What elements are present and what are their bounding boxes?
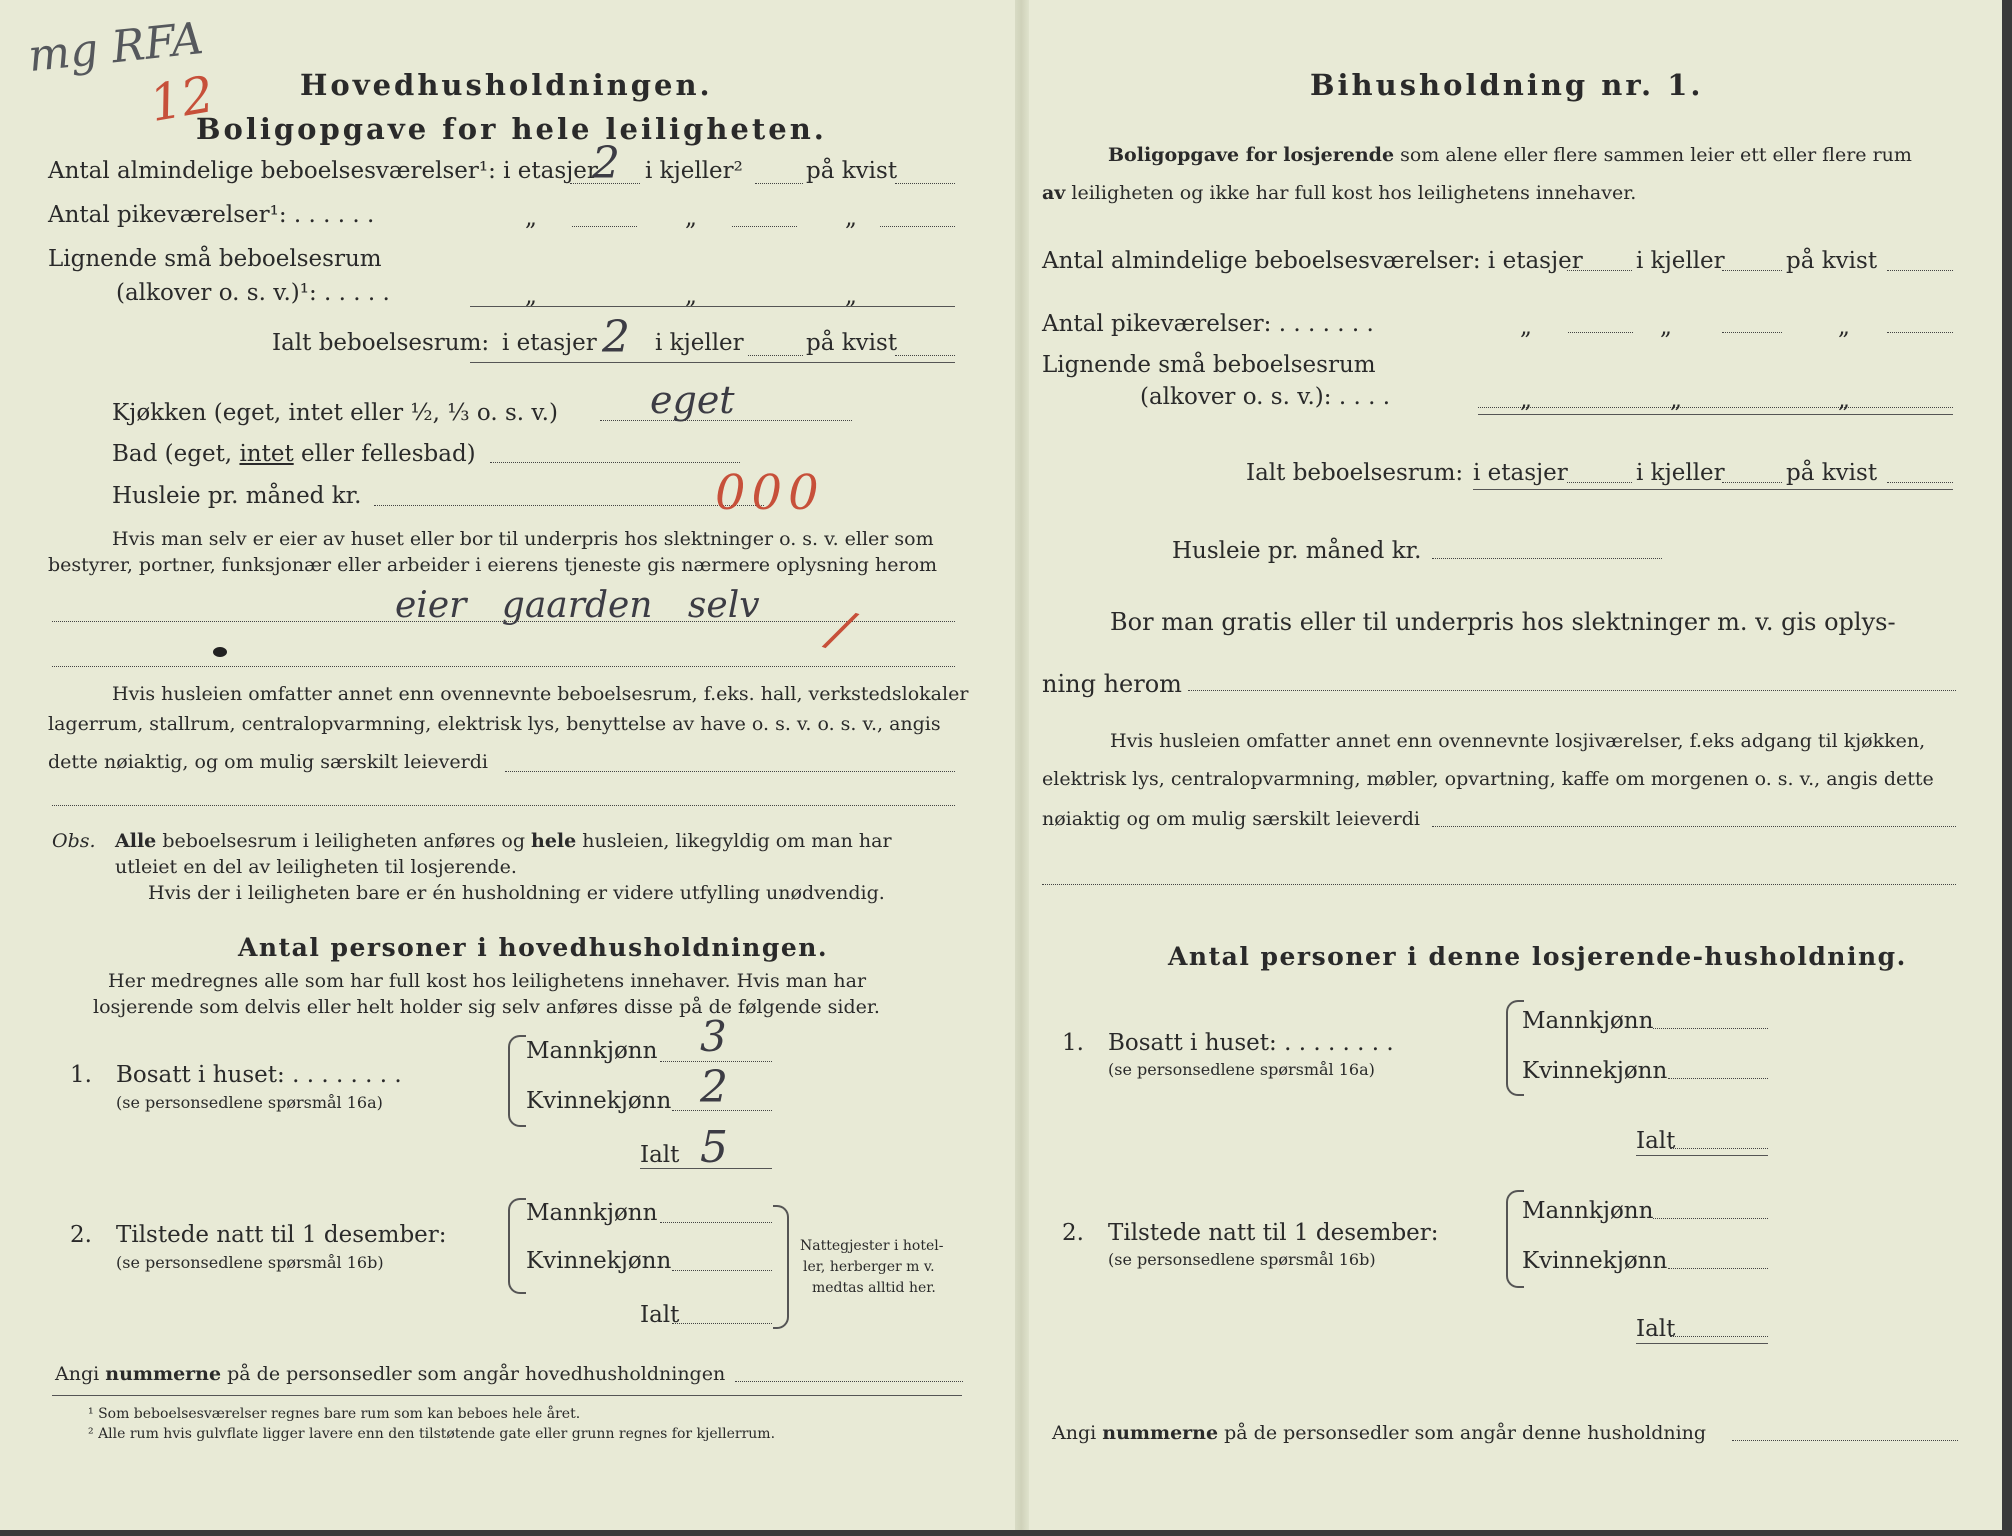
right-ialt-etasjer-line	[1567, 482, 1632, 483]
right-q2-mann-label: Mannkjønn	[1522, 1198, 1654, 1224]
right-ialt-kjeller-line	[1722, 482, 1782, 483]
left-rent-line-2	[52, 805, 955, 806]
left-ialt-kjeller: i kjeller	[655, 330, 744, 356]
left-husleie-value[interactable]: 000	[715, 465, 825, 521]
left-q1-sub: (se personsedlene spørsmål 16a)	[116, 1093, 383, 1112]
right-row1-kvist-line	[1887, 270, 1953, 271]
left-kjokken-value[interactable]: eget	[650, 378, 735, 422]
scan-edge-right	[2002, 0, 2012, 1536]
left-rent-note-a: Hvis husleien omfatter annet enn ovennevnte beboelsesrum, f.eks. hall, verkstedslokaler	[112, 683, 969, 705]
right-q1-ialt-label: Ialt	[1636, 1128, 1676, 1154]
left-row1-kjeller-line	[755, 183, 803, 184]
right-rent-note-b: elektrisk lys, centralopvarmning, møbler, opvartning, kaffe om morgenen o. s. v., angis dette	[1042, 768, 1934, 790]
page-fold	[1015, 0, 1029, 1536]
ditto-mark: „	[1520, 387, 1532, 413]
ditto-mark: „	[1520, 314, 1532, 340]
left-title: Hovedhusholdningen.	[300, 68, 713, 102]
right-rent-note-c: nøiaktig og om mulig særskilt leieverdi	[1042, 808, 1420, 830]
left-q2-ialt-label: Ialt	[640, 1302, 680, 1328]
ditto-mark: „	[685, 205, 697, 231]
right-intro-b: av leiligheten og ikke har full kost hos leilighetens innehaver.	[1042, 182, 1637, 204]
right-husleie-label: Husleie pr. måned kr.	[1172, 538, 1422, 564]
left-kjokken-label: Kjøkken (eget, intet eller ½, ⅓ o. s. v.)	[112, 400, 558, 426]
left-q2-kvinne-line	[672, 1270, 772, 1271]
right-row2-line-1	[1568, 332, 1633, 333]
left-owner-line-1	[52, 621, 955, 622]
left-q1-ialt-value[interactable]: 5	[700, 1122, 728, 1173]
left-ialt-kvist: på kvist	[806, 330, 898, 356]
right-ialt-underline	[1473, 489, 1953, 490]
left-row2-line-3	[880, 226, 955, 227]
left-row2-line-2	[732, 226, 797, 227]
left-ialt-kjeller-line	[748, 355, 803, 356]
right-rent-note-a: Hvis husleien omfatter annet enn ovennevnte losjiværelser, f.eks adgang til kjøkken,	[1110, 730, 1926, 752]
left-owner-note-a: Hvis man selv er eier av huset eller bor til underpris hos slektninger o. s. v. eller som	[112, 528, 934, 550]
right-rent-line-1	[1432, 826, 1956, 827]
obs-line-a: Alle beboelsesrum i leiligheten anføres og hele husleien, likegyldig om man har	[115, 830, 892, 852]
right-q2-kvinne-label: Kvinnekjønn	[1522, 1248, 1668, 1274]
left-row1-label: Antal almindelige beboelsesværelser¹: i etasjer	[48, 158, 598, 184]
left-q1-number: 1.	[70, 1062, 92, 1088]
right-ialt-kjeller: i kjeller	[1636, 460, 1725, 486]
left-footnote-rule	[52, 1395, 962, 1396]
right-ialt-etasjer: i etasjer	[1473, 460, 1568, 486]
nattegjester-c: medtas alltid her.	[812, 1280, 936, 1296]
left-row3-label-a: Lignende små beboelsesrum	[48, 246, 382, 272]
right-q2-kvinne-line	[1668, 1268, 1768, 1269]
right-title: Bihusholdning nr. 1.	[1310, 68, 1704, 102]
right-angi-line	[1732, 1440, 1958, 1441]
left-ialt-etasjer: i etasjer	[502, 330, 597, 356]
ditto-mark: „	[1838, 387, 1850, 413]
right-q2-label: Tilstede natt til 1 desember:	[1108, 1220, 1439, 1246]
left-q2-mann-label: Mannkjønn	[526, 1200, 658, 1226]
right-intro-a: Boligopgave for losjerende som alene eller flere sammen leier ett eller flere rum	[1108, 144, 1912, 166]
right-gratis-line	[1188, 690, 1956, 691]
left-persons-note-b: losjerende som delvis eller helt holder sig selv anføres disse på de følgende sider.	[93, 996, 880, 1018]
right-q2-mann-line	[1653, 1218, 1768, 1219]
left-q2-ialt-line	[672, 1323, 772, 1324]
left-row1-kjeller: i kjeller²	[645, 158, 743, 184]
left-q2-sub: (se personsedlene spørsmål 16b)	[116, 1253, 384, 1272]
ditto-mark: „	[685, 283, 697, 309]
nattegjester-a: Nattegjester i hotel-	[800, 1238, 944, 1254]
right-row3-line	[1478, 407, 1953, 408]
ditto-mark: „	[1660, 314, 1672, 340]
right-rent-line-2	[1042, 884, 1956, 885]
ditto-mark: „	[845, 283, 857, 309]
red-tick-mark: /	[823, 598, 859, 662]
right-q2-ialt-underline	[1636, 1343, 1768, 1344]
right-row3-label-b: (alkover o. s. v.): . . . .	[1140, 384, 1391, 410]
right-q2-sub: (se personsedlene spørsmål 16b)	[1108, 1250, 1376, 1269]
left-rent-line-1	[505, 771, 955, 772]
left-row3-sum-line	[470, 306, 955, 307]
left-row2-line-1	[572, 226, 637, 227]
left-row3-label-b: (alkover o. s. v.)¹: . . . . .	[116, 280, 390, 306]
obs-label: Obs.	[52, 830, 96, 852]
left-q1-kvinne-value[interactable]: 2	[700, 1062, 728, 1113]
right-q2-ialt-label: Ialt	[1636, 1316, 1676, 1342]
left-owner-line-2	[52, 666, 955, 667]
right-row3-sum-line	[1478, 414, 1953, 415]
left-q1-kvinne-label: Kvinnekjønn	[526, 1088, 672, 1114]
left-row1-kvist: på kvist	[806, 158, 898, 184]
right-gratis-b: ning herom	[1042, 670, 1182, 698]
ditto-mark: „	[525, 205, 537, 231]
left-q1-label: Bosatt i huset: . . . . . . . .	[116, 1062, 402, 1088]
page-number: 12	[145, 64, 219, 134]
right-row2-line-3	[1887, 332, 1953, 333]
left-rent-note-c: dette nøiaktig, og om mulig særskilt leieverdi	[48, 751, 488, 773]
left-q2-number: 2.	[70, 1222, 92, 1248]
right-row1-label: Antal almindelige beboelsesværelser: i etasjer	[1042, 248, 1583, 274]
left-q2-brace	[508, 1198, 526, 1294]
left-ialt-etasjer-value[interactable]: 2	[602, 312, 630, 363]
ditto-mark: „	[525, 283, 537, 309]
left-q2-kvinne-label: Kvinnekjønn	[526, 1248, 672, 1274]
right-persons-title: Antal personer i denne losjerende-husholdning.	[1168, 942, 1907, 971]
left-bad-label: Bad (eget, intet eller fellesbad)	[112, 441, 476, 467]
nattegjester-b: ler, herberger m v.	[803, 1259, 935, 1275]
left-owner-answer[interactable]: eier gaarden selv	[395, 585, 760, 626]
left-q2-mann-line	[660, 1222, 772, 1223]
right-q1-mann-label: Mannkjønn	[1522, 1008, 1654, 1034]
ditto-mark: „	[1670, 387, 1682, 413]
right-row1-etasjer-line	[1567, 270, 1632, 271]
left-owner-note-b: bestyrer, portner, funksjonær eller arbeider i eierens tjeneste gis nærmere oplysning herom	[48, 554, 938, 576]
right-row2-label: Antal pikeværelser: . . . . . . .	[1042, 311, 1374, 337]
ditto-mark: „	[1838, 314, 1850, 340]
left-q1-ialt-label: Ialt	[640, 1142, 680, 1168]
left-q1-brace	[508, 1035, 526, 1127]
left-angi: Angi nummerne på de personsedler som angår hovedhusholdningen	[55, 1363, 726, 1385]
right-q1-number: 1.	[1062, 1030, 1084, 1056]
scan-edge-bottom	[0, 1530, 2012, 1536]
right-q1-ialt-underline	[1636, 1155, 1768, 1156]
left-husleie-label: Husleie pr. måned kr.	[112, 483, 362, 509]
left-ialt-kvist-line	[895, 355, 955, 356]
left-row1-etasjer-value[interactable]: 2	[592, 138, 620, 189]
left-ialt-underline	[470, 362, 955, 363]
right-ialt-kvist: på kvist	[1786, 460, 1878, 486]
left-persons-title: Antal personer i hovedhusholdningen.	[238, 933, 829, 962]
left-q1-mann-value[interactable]: 3	[700, 1012, 727, 1061]
left-angi-line	[735, 1381, 963, 1382]
obs-line-c: Hvis der i leiligheten bare er én husholdning er videre utfylling unødvendig.	[148, 882, 885, 904]
left-husleie-line	[374, 505, 764, 506]
right-row2-line-2	[1722, 332, 1782, 333]
obs-line-b: utleiet en del av leiligheten til losjerende.	[115, 856, 517, 878]
ink-blot	[213, 647, 227, 657]
right-q1-sub: (se personsedlene spørsmål 16a)	[1108, 1060, 1375, 1079]
left-rent-note-b: lagerrum, stallrum, centralopvarmning, elektrisk lys, benyttelse av have o. s. v. o. s. v., angis	[48, 713, 941, 735]
ditto-mark: „	[845, 205, 857, 231]
right-q1-mann-line	[1653, 1028, 1768, 1029]
left-q2-right-brace	[773, 1205, 789, 1329]
right-row1-kvist: på kvist	[1786, 248, 1878, 274]
right-q2-ialt-line	[1670, 1336, 1768, 1337]
left-subtitle: Boligopgave for hele leiligheten.	[196, 112, 827, 146]
left-bad-line	[490, 462, 740, 463]
right-q1-kvinne-label: Kvinnekjønn	[1522, 1058, 1668, 1084]
right-row1-kjeller: i kjeller	[1636, 248, 1725, 274]
left-row2-label: Antal pikeværelser¹: . . . . . .	[48, 202, 375, 228]
right-husleie-line	[1432, 558, 1662, 559]
right-row3-label-a: Lignende små beboelsesrum	[1042, 352, 1376, 378]
right-ialt-kvist-line	[1887, 482, 1953, 483]
right-q1-kvinne-line	[1668, 1078, 1768, 1079]
right-q1-ialt-line	[1670, 1148, 1768, 1149]
right-q1-label: Bosatt i huset: . . . . . . . .	[1108, 1030, 1394, 1056]
footnote-1: ¹ Som beboelsesværelser regnes bare rum som kan beboes hele året.	[88, 1406, 581, 1422]
corner-note: mg RFA	[25, 12, 206, 83]
right-angi: Angi nummerne på de personsedler som angår denne husholdning	[1052, 1422, 1707, 1444]
left-q2-label: Tilstede natt til 1 desember:	[116, 1222, 447, 1248]
left-persons-note-a: Her medregnes alle som har full kost hos leilighetens innehaver. Hvis man har	[108, 970, 867, 992]
left-row1-kvist-line	[895, 183, 955, 184]
left-ialt-label: Ialt beboelsesrum:	[272, 330, 490, 356]
right-q2-number: 2.	[1062, 1220, 1084, 1246]
right-ialt-label: Ialt beboelsesrum:	[1246, 460, 1464, 486]
right-gratis-a: Bor man gratis eller til underpris hos slektninger m. v. gis oplys-	[1110, 608, 1896, 636]
right-row1-kjeller-line	[1722, 270, 1782, 271]
left-q1-mann-label: Mannkjønn	[526, 1038, 658, 1064]
footnote-2: ² Alle rum hvis gulvflate ligger lavere enn den tilstøtende gate eller grunn regnes for kjellerrum.	[88, 1426, 776, 1442]
